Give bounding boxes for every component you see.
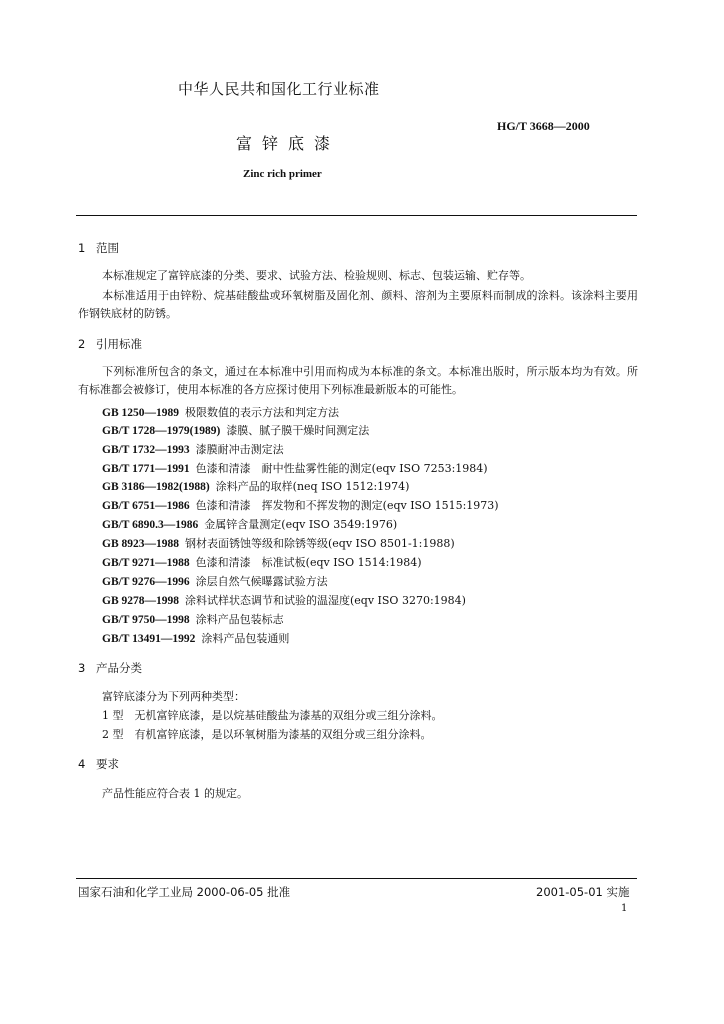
section-number: 1 xyxy=(78,241,86,255)
header-divider xyxy=(76,215,637,216)
reference-item xyxy=(102,573,328,589)
reference-code: GB/T 13491—1992 xyxy=(102,633,196,645)
reference-item xyxy=(102,535,455,551)
paragraph-text: 本标准适用于由锌粉、烷基硅酸盐或环氧树脂及固化剂、颜料、溶剂为主要原料而制成的涂料。该涂料主要用作钢铁底材的防锈。 xyxy=(78,289,638,320)
reference-title: 涂层自然气候曝露试验方法 xyxy=(195,575,328,588)
reference-code: GB 8923—1988 xyxy=(102,538,179,550)
approval-line: 国家石油和化学工业局 2000-06-05 批准 xyxy=(78,885,291,899)
reference-code: GB/T 9750—1998 xyxy=(102,614,190,626)
reference-item xyxy=(102,592,466,608)
section-title: 要求 xyxy=(96,757,119,771)
reference-title: 漆膜耐冲击测定法 xyxy=(195,443,284,456)
reference-title: 涂料产品包装标志 xyxy=(195,613,284,626)
section-title: 产品分类 xyxy=(96,661,142,675)
reference-item xyxy=(102,478,409,494)
reference-code: GB/T 1728—1979(1989) xyxy=(102,425,221,437)
reference-code: GB 9278—1998 xyxy=(102,595,179,607)
reference-item xyxy=(102,611,284,627)
reference-code: GB 3186—1982(1988) xyxy=(102,481,210,493)
scope-paragraph-1 xyxy=(78,267,638,285)
classification-type-1: 1 型 无机富锌底漆，是以烷基硅酸盐为漆基的双组分或三组分涂料。 xyxy=(102,709,443,722)
reference-title: 漆膜、腻子膜干燥时间测定法 xyxy=(226,424,370,437)
reference-item xyxy=(102,516,397,532)
reference-title: 涂料产品包装通则 xyxy=(201,632,290,645)
reference-code: GB/T 9271—1988 xyxy=(102,557,190,569)
classification-type-2: 2 型 有机富锌底漆，是以环氧树脂为漆基的双组分或三组分涂料。 xyxy=(102,728,432,741)
reference-item xyxy=(102,554,422,570)
standard-number: HG/T 3668—2000 xyxy=(497,119,590,133)
reference-title: 涂料产品的取样(neq ISO 1512:1974) xyxy=(215,480,410,493)
org-title: 中华人民共和国化工行业标准 xyxy=(178,80,380,98)
implementation-date: 2001-05-01 实施 xyxy=(536,885,630,899)
section-heading-references xyxy=(78,336,142,352)
reference-title: 金属锌含量测定(eqv ISO 3549:1976) xyxy=(204,518,398,531)
reference-code: GB/T 6890.3—1986 xyxy=(102,519,199,531)
reference-item xyxy=(102,630,289,646)
section-heading-requirements xyxy=(78,756,119,772)
reference-code: GB/T 1732—1993 xyxy=(102,444,190,456)
section-number: 2 xyxy=(78,337,86,351)
reference-title: 色漆和清漆 挥发物和不挥发物的测定(eqv ISO 1515:1973) xyxy=(195,499,499,512)
page-number: 1 xyxy=(621,903,628,914)
paragraph-text: 本标准规定了富锌底漆的分类、要求、试验方法、检验规则、标志、包装运输、贮存等。 xyxy=(102,269,531,282)
reference-title: 涂料试样状态调节和试验的温湿度(eqv ISO 3270:1984) xyxy=(185,594,466,607)
section-title: 引用标准 xyxy=(96,337,142,351)
reference-title: 钢材表面锈蚀等级和除锈等级(eqv ISO 8501-1:1988) xyxy=(185,537,455,550)
reference-item xyxy=(102,460,488,476)
page-title: 富锌底漆 xyxy=(236,134,341,153)
reference-code: GB/T 1771—1991 xyxy=(102,463,190,475)
scope-paragraph-2 xyxy=(78,287,638,323)
reference-item xyxy=(102,441,284,457)
section-heading-classification xyxy=(78,660,142,676)
requirements-paragraph: 产品性能应符合表 1 的规定。 xyxy=(102,787,248,800)
paragraph-text: 下列标准所包含的条文，通过在本标准中引用而构成为本标准的条文。本标准出版时，所示版本均为有效。所有标准都会被修订，使用本标准的各方应探讨使用下列标准最新版本的可能性。 xyxy=(78,365,638,396)
classification-intro: 富锌底漆分为下列两种类型： xyxy=(102,690,245,703)
section-number: 3 xyxy=(78,661,86,675)
reference-item xyxy=(102,497,499,513)
section-heading-scope xyxy=(78,240,119,256)
reference-code: GB/T 9276—1996 xyxy=(102,576,190,588)
reference-title: 色漆和清漆 标准试板(eqv ISO 1514:1984) xyxy=(195,556,422,569)
reference-item xyxy=(102,404,339,420)
reference-title: 色漆和清漆 耐中性盐雾性能的测定(eqv ISO 7253:1984) xyxy=(195,462,488,475)
references-paragraph xyxy=(78,363,638,399)
reference-code: GB/T 6751—1986 xyxy=(102,500,190,512)
english-title: Zinc rich primer xyxy=(243,168,322,180)
section-title: 范围 xyxy=(96,241,119,255)
reference-title: 极限数值的表示方法和判定方法 xyxy=(185,406,339,419)
section-number: 4 xyxy=(78,757,86,771)
reference-item xyxy=(102,422,369,438)
reference-code: GB 1250—1989 xyxy=(102,407,179,419)
footer-divider xyxy=(76,878,637,879)
